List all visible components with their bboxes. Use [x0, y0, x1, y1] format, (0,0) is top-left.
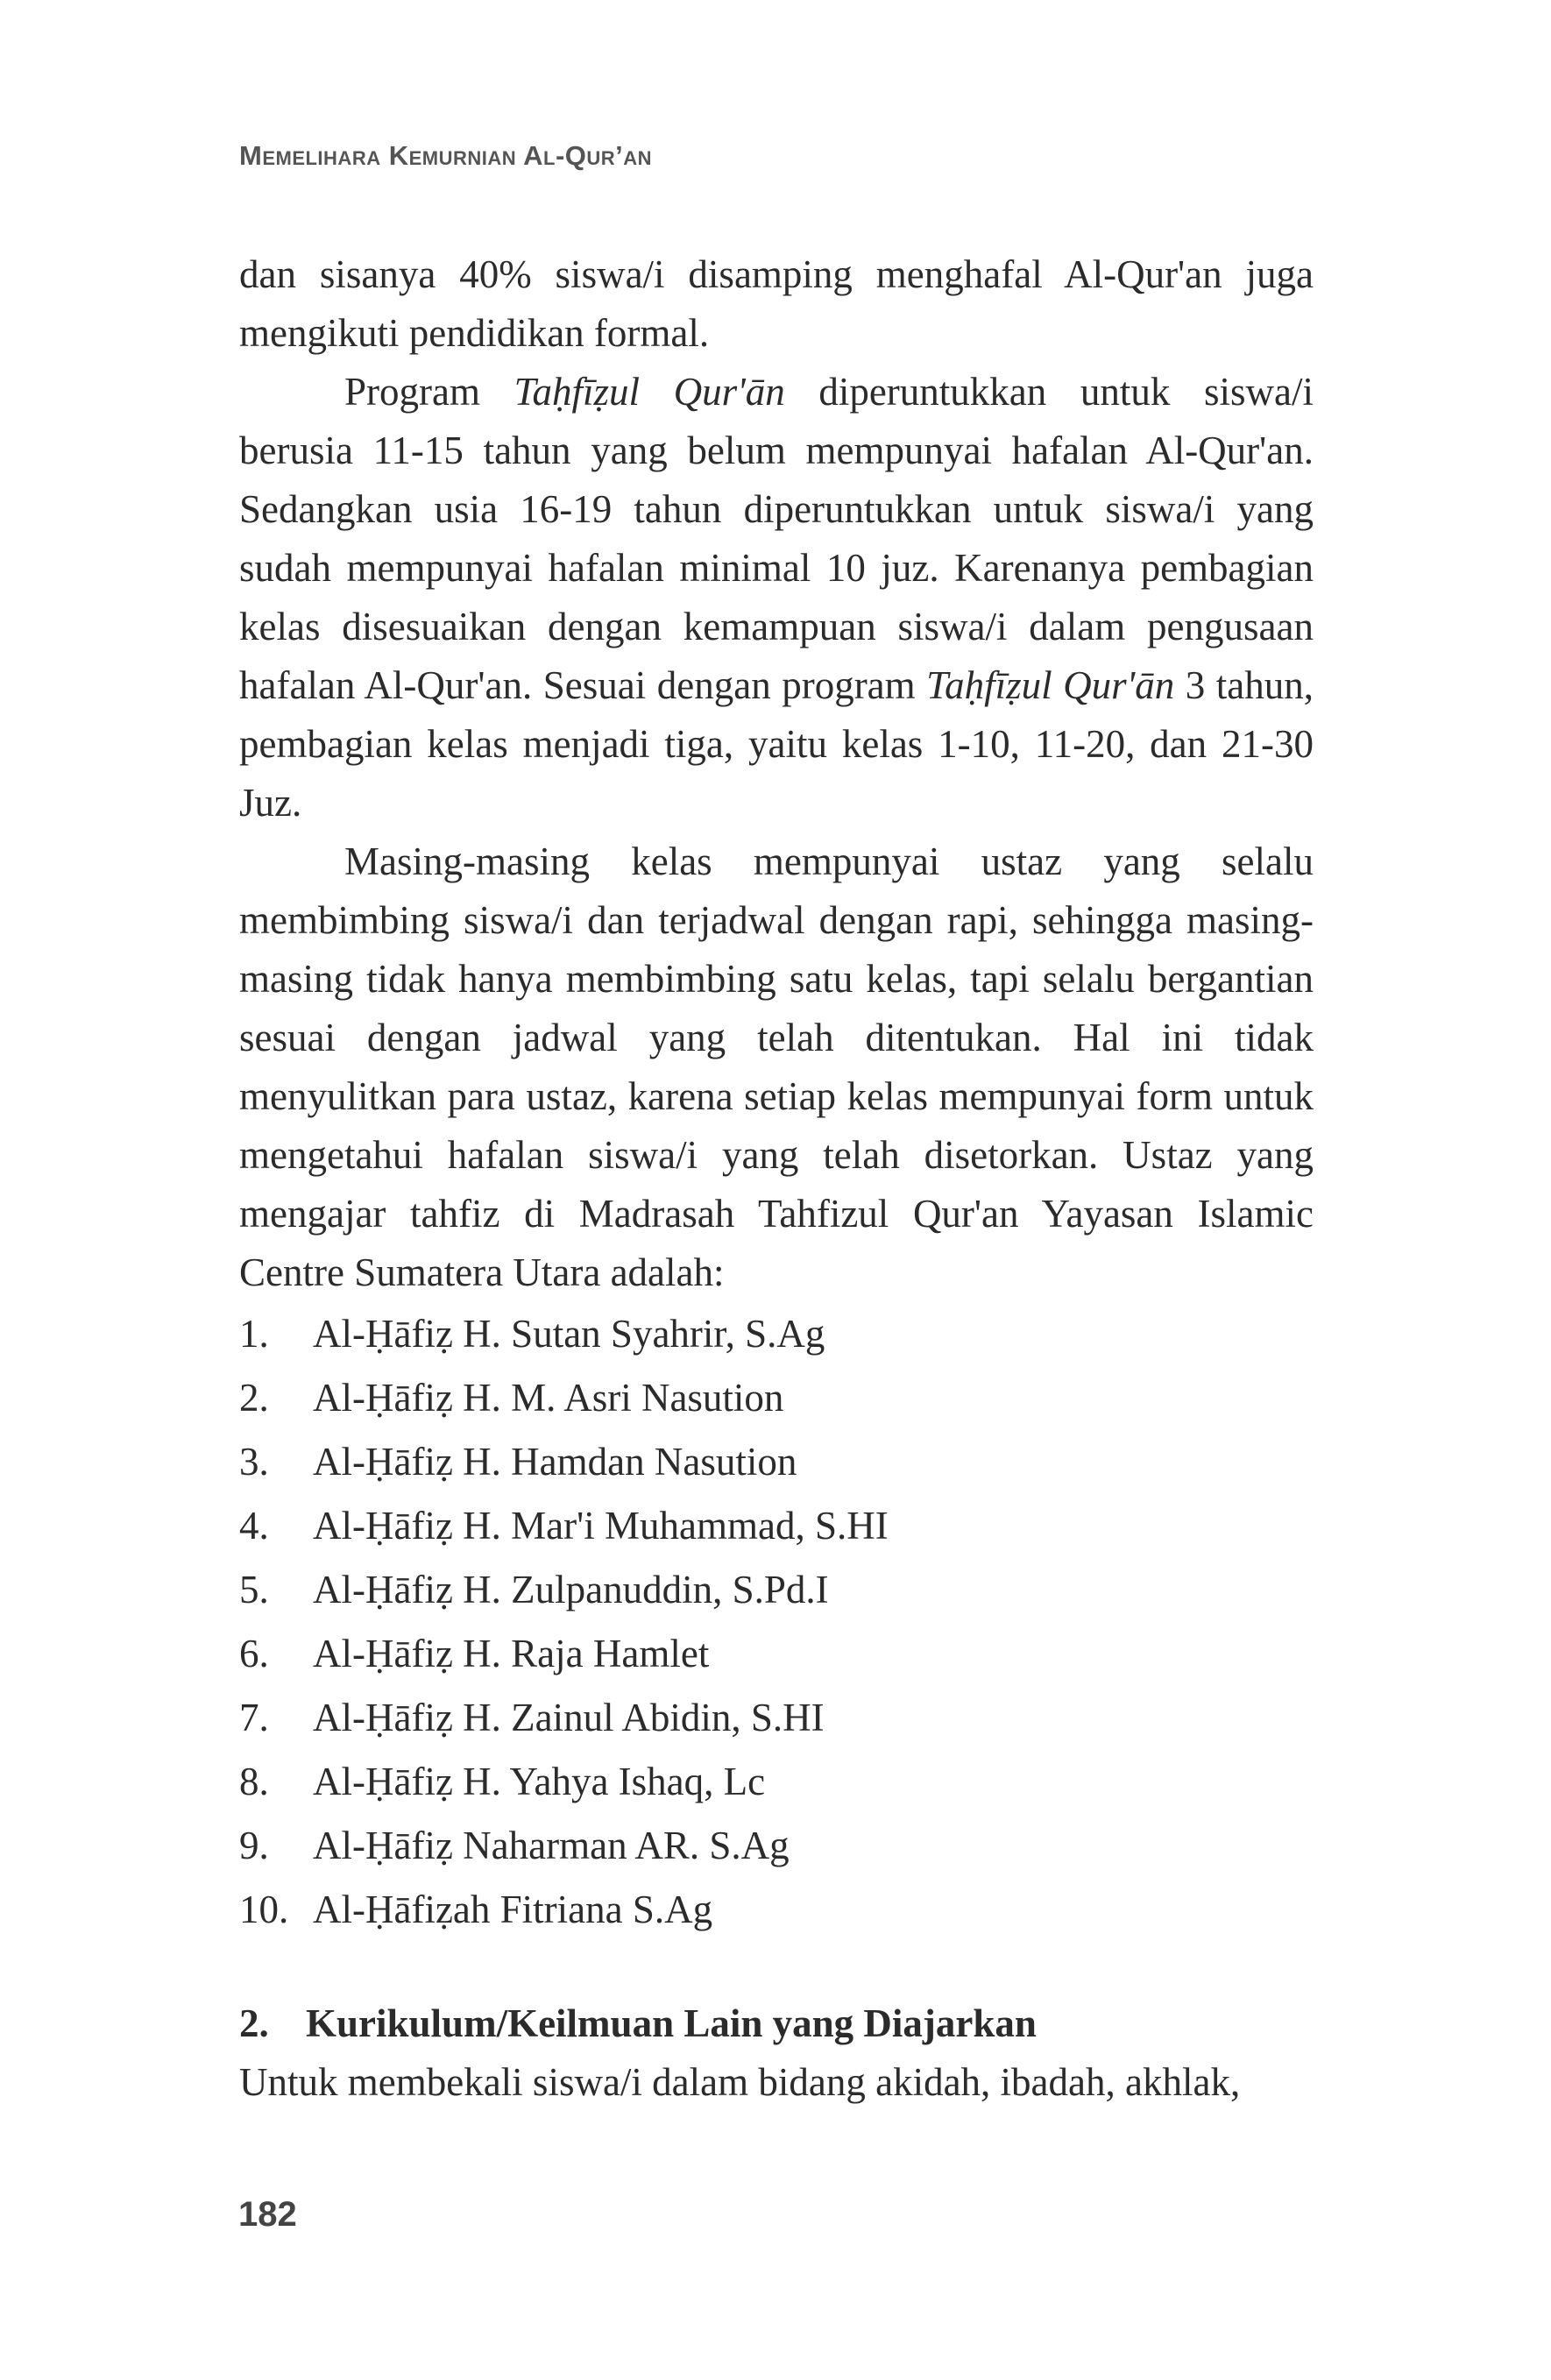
section-heading-title: Kurikulum/Keilmuan Lain yang Diajarkan [306, 2001, 1037, 2045]
list-item-name: Al-Ḥāfiẓ H. M. Asri Nasution [313, 1376, 784, 1420]
list-item-name: Al-Ḥāfiẓ H. Zainul Abidin, S.HI [313, 1696, 825, 1739]
list-item-number: 7. [239, 1696, 269, 1739]
list-item-name: Al-Ḥāfiẓah Fitriana S.Ag [313, 1888, 713, 1931]
page-number: 182 [238, 2195, 297, 2234]
list-item-number: 5. [239, 1568, 269, 1611]
list-item [239, 1686, 1314, 1750]
list-item [239, 1750, 1314, 1814]
list-item [239, 1878, 1314, 1942]
list-item-name: Al-Ḥāfiẓ H. Yahya Ishaq, Lc [313, 1760, 766, 1803]
list-item [239, 1430, 1314, 1494]
list-item [239, 1302, 1314, 1366]
teacher-list [239, 1302, 1314, 1942]
list-item [239, 1622, 1314, 1686]
list-item [239, 1494, 1314, 1558]
list-item-name: Al-Ḥāfiẓ H. Mar'i Muhammad, S.HI [313, 1504, 889, 1548]
list-item [239, 1558, 1314, 1622]
paragraph-1: dan sisanya 40% siswa/i disamping menghafal Al-Qur'an juga mengikuti pendidikan formal. [239, 252, 1314, 355]
paragraph-2-text-c: 3 tahun, pembagian kelas menjadi tiga, yaitu kelas 1-10, 11-20, dan 21-30 Juz. [239, 663, 1314, 825]
body-text [239, 245, 1314, 2112]
list-item-number: 2. [239, 1376, 269, 1420]
list-item-name: Al-Ḥāfiẓ H. Sutan Syahrir, S.Ag [313, 1312, 825, 1356]
paragraph-2-text-b: diperuntukkan untuk siswa/i berusia 11-15 tahun yang belum mempunyai hafalan Al-Qur'an. Sedangkan usia 16-19 tahun diperuntukkan untuk siswa/i yang sudah mempunyai hafalan minimal 10 juz. Karenanya pembagian kelas disesuaikan dengan kemampuan siswa/i dalam pengusaan hafalan Al-Qur'an. Sesuai dengan program [239, 370, 1314, 707]
running-head: Memelihara Kemurnian Al-Qur’an [239, 140, 653, 171]
term-tahfizul-quran: Taḥfīẓul Qur'ān [513, 370, 785, 414]
list-item-number: 9. [239, 1824, 269, 1867]
list-item [239, 1814, 1314, 1878]
paragraph-4: Untuk membekali siswa/i dalam bidang akidah, ibadah, akhlak, [239, 2060, 1241, 2104]
list-item-name: Al-Ḥāfiẓ H. Zulpanuddin, S.Pd.I [313, 1568, 829, 1611]
list-item-name: Al-Ḥāfiẓ Naharman AR. S.Ag [313, 1824, 790, 1867]
list-item-number: 6. [239, 1632, 269, 1675]
section-heading-number: 2. [239, 2001, 269, 2045]
paragraph-3: Masing-masing kelas mempunyai ustaz yang selalu membimbing siswa/i dan terjadwal dengan rapi, sehingga masing-masing tidak hanya membimbing satu kelas, tapi selalu bergantian sesuai dengan jadwal yang telah ditentukan. Hal ini tidak menyulitkan para ustaz, karena setiap kelas mempunyai form untuk mengetahui hafalan siswa/i yang telah disetorkan. Ustaz yang mengajar tahfiz di Madrasah Tahfizul Qur'an Yayasan Islamic Centre Sumatera Utara adalah: [239, 839, 1314, 1294]
term-tahfizul-quran-2: Taḥfīẓul Qur'ān [926, 663, 1175, 707]
list-item-name: Al-Ḥāfiẓ H. Raja Hamlet [313, 1632, 710, 1675]
list-item-number: 10. [239, 1888, 289, 1931]
list-item-number: 3. [239, 1440, 269, 1484]
list-item [239, 1366, 1314, 1430]
paragraph-2-text-a: Program [344, 370, 514, 414]
list-item-number: 4. [239, 1504, 269, 1548]
list-item-number: 8. [239, 1760, 269, 1803]
paragraph-2 [239, 363, 1314, 832]
list-item-name: Al-Ḥāfiẓ H. Hamdan Nasution [313, 1440, 797, 1484]
list-item-number: 1. [239, 1312, 269, 1356]
section-heading [239, 1994, 1314, 2053]
